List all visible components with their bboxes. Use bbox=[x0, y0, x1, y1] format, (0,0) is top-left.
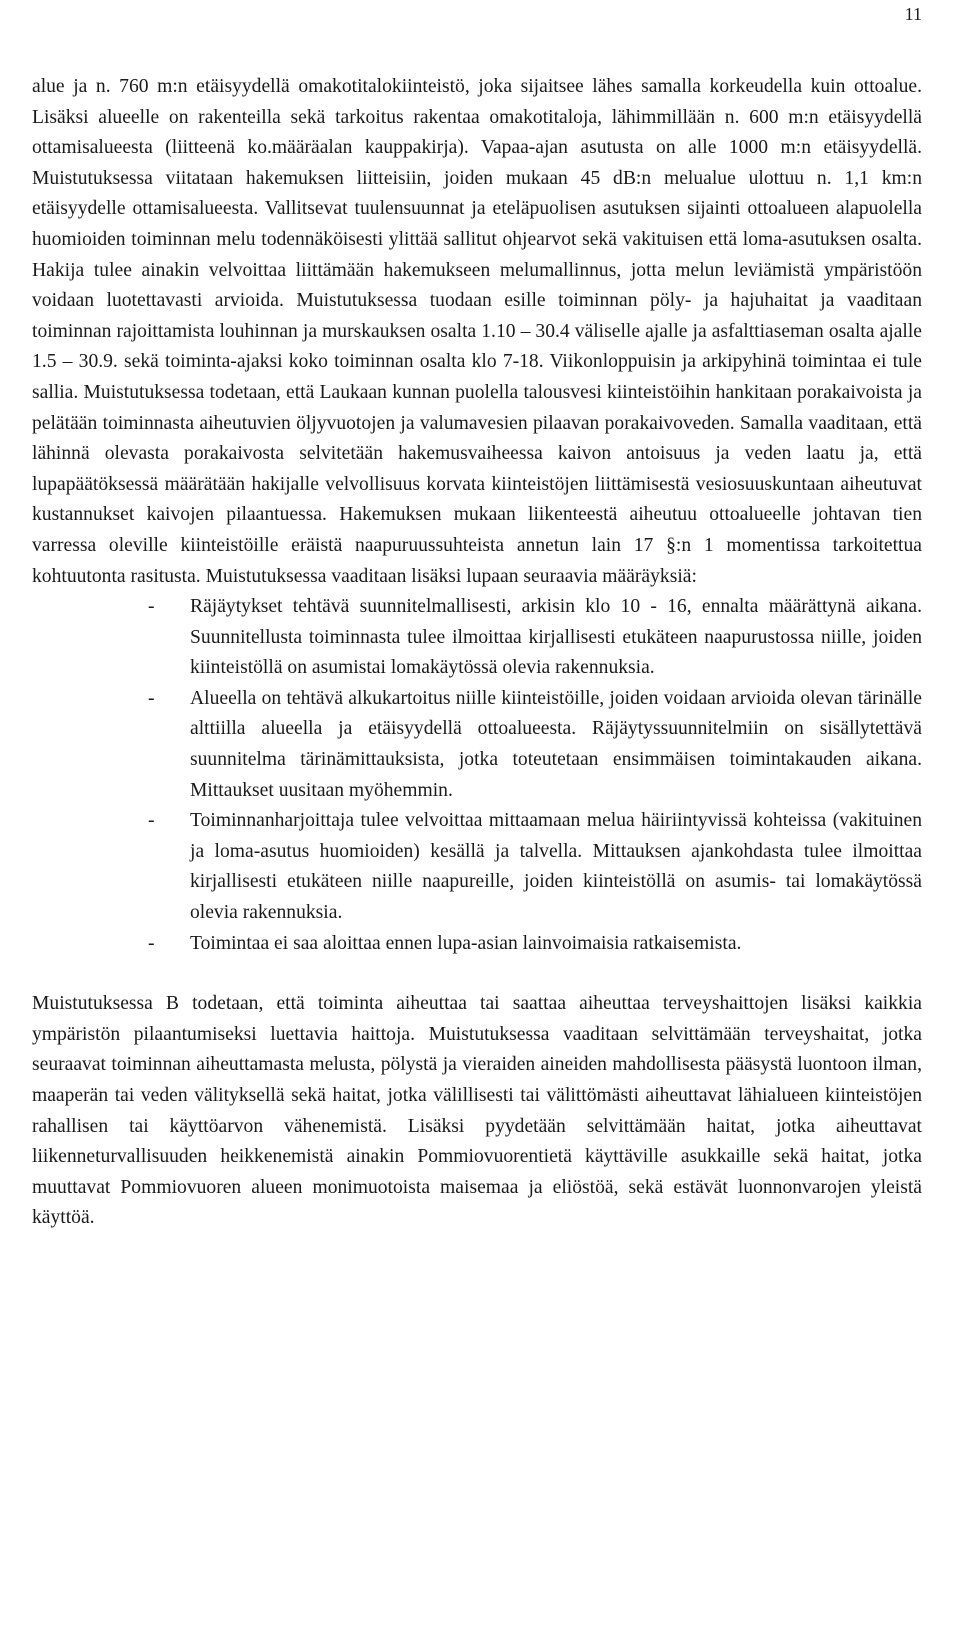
bullet-dash: - bbox=[148, 932, 155, 954]
paragraph-muistutus-a: alue ja n. 760 m:n etäisyydellä omakotitalokiinteistö, joka sijaitsee lähes samalla korkeudella kuin ottoalue. Lisäksi alueelle on rakenteilla sekä tarkoitus rakentaa omakotitaloja, lähimmillään n. 600 m:n etäisyydellä ottamisalueesta (liitteenä ko.määräalan kauppakirja). Vapaa-ajan asutusta on alle 1000 m:n etäisyydellä. Muistutuksessa viitataan hakemuksen liitteisiin, joiden mukaan 45 dB:n melualue ulottuu n. 1,1 km:n etäisyydelle ottamisalueesta. Vallitsevat tuulensuunnat ja eteläpuolisen asutuksen sijainti ottoalueen alapuolella huomioiden toiminnan melu todennäköisesti ylittää sallitut ohjearvot sekä vakituisen että loma-asutuksen osalta. Hakija tulee ainakin velvoittaa liittämään hakemukseen melumallinnus, jotta melun leviämistä ympäristöön voidaan luotettavasti arvioida. Muistutuksessa tuodaan esille toiminnan pöly- ja hajuhaitat ja vaaditaan toiminnan rajoittamista louhinnan ja murskauksen osalta 1.10 – 30.4 väliselle ajalle ja asfalttiaseman osalta ajalle 1.5 – 30.9. sekä toiminta-ajaksi koko toiminnan osalta klo 7-18. Viikonloppuisin ja arkipyhinä toimintaa ei tule sallia. Muistutuksessa todetaan, että Laukaan kunnan puolella talousvesi kiinteistöihin hankitaan porakaivoista ja pelätään toiminnasta aiheutuvien öljyvuotojen ja valumavesien pilaavan porakaivoveden. Samalla vaaditaan, että lähinnä olevasta porakaivosta selvitetään hakemusvaiheessa kaivon antoisuus ja veden laatu ja, että lupapäätöksessä määrätään hakijalle velvollisuus korvata kiinteistöjen liittämisestä vesiosuuskuntaan aiheutuvat kustannukset kaivojen pilaantuessa. Hakemuksen mukaan liikenteestä aiheutuu ottoalueelle johtavan tien varressa oleville kiinteistöille eräistä naapuruussuhteista annetun lain 17 §:n 1 momentissa tarkoitettua kohtuutonta rasitusta. Muistutuksessa vaaditaan lisäksi lupaan seuraavia määräyksiä: bbox=[32, 76, 922, 587]
paragraph-muistutus-b: Muistutuksessa B todetaan, että toiminta aiheuttaa tai saattaa aiheuttaa terveyshaittojen lisäksi kaikkia ympäristön pilaantumiseksi luettavia haittoja. Muistutuksessa vaaditaan selvittämään terveyshaitat, jotka seuraavat toiminnan aiheuttamasta melusta, pölystä ja vieraiden aineiden mahdollisesta pääsystä luontoon ilman, maaperän tai veden välityksellä sekä haitat, jotka välillisesti tai välittömästi aiheuttavat lähialueen kiinteistöjen rahallisen tai käyttöarvon vähenemistä. Lisäksi pyydetään selvittämään haitat, jotka aiheuttavat liikenneturvallisuuden heikkenemistä ainakin Pommiovuorentietä käyttäville asukkaille sekä haitat, jotka muuttavat Pommiovuoren alueen monimuotoista maisemaa ja eliöstöä, sekä estävät luonnonvarojen yleistä käyttöä. bbox=[32, 993, 922, 1229]
document-body bbox=[32, 72, 922, 1234]
list-item bbox=[32, 684, 922, 806]
list-item-text: Alueella on tehtävä alkukartoitus niille kiinteistöille, joiden voidaan arvioida olevan tärinälle alttiilla alueella ja etäisyydellä ottoalueesta. Räjäytyssuunnitelmiin on sisällytettävä suunnitelma tärinämittauksista, jotka toteutetaan ensimmäisen toimintakauden aikana. Mittaukset uusitaan myöhemmin. bbox=[190, 687, 922, 801]
bullet-dash: - bbox=[148, 596, 155, 618]
list-item-text: Toiminnanharjoittaja tulee velvoittaa mittaamaan melua häiriintyvissä kohteissa (vakituinen ja loma-asutus huomioiden) kesällä ja talvella. Mittauksen ajankohdasta tulee ilmoittaa kirjallisesti etukäteen niille naapureille, joiden kiinteistöllä on asumis- tai lomakäytössä olevia rakennuksia. bbox=[190, 810, 922, 924]
page-number: 11 bbox=[904, 4, 922, 24]
list-item bbox=[32, 806, 922, 928]
list-item bbox=[32, 592, 922, 684]
requirements-list bbox=[32, 592, 922, 959]
bullet-dash: - bbox=[148, 687, 155, 709]
bullet-dash: - bbox=[148, 810, 155, 832]
list-item-text: Räjäytykset tehtävä suunnitelmallisesti, arkisin klo 10 - 16, ennalta määrättynä aikana. Suunnitellusta toiminnasta tulee ilmoittaa kirjallisesti etukäteen naapurustossa niille, joiden kiinteistöllä on asumistai lomakäytössä olevia rakennuksia. bbox=[190, 596, 922, 679]
list-item-text: Toimintaa ei saa aloittaa ennen lupa-asian lainvoimaisia ratkaisemista. bbox=[190, 932, 742, 954]
list-item bbox=[32, 929, 922, 960]
